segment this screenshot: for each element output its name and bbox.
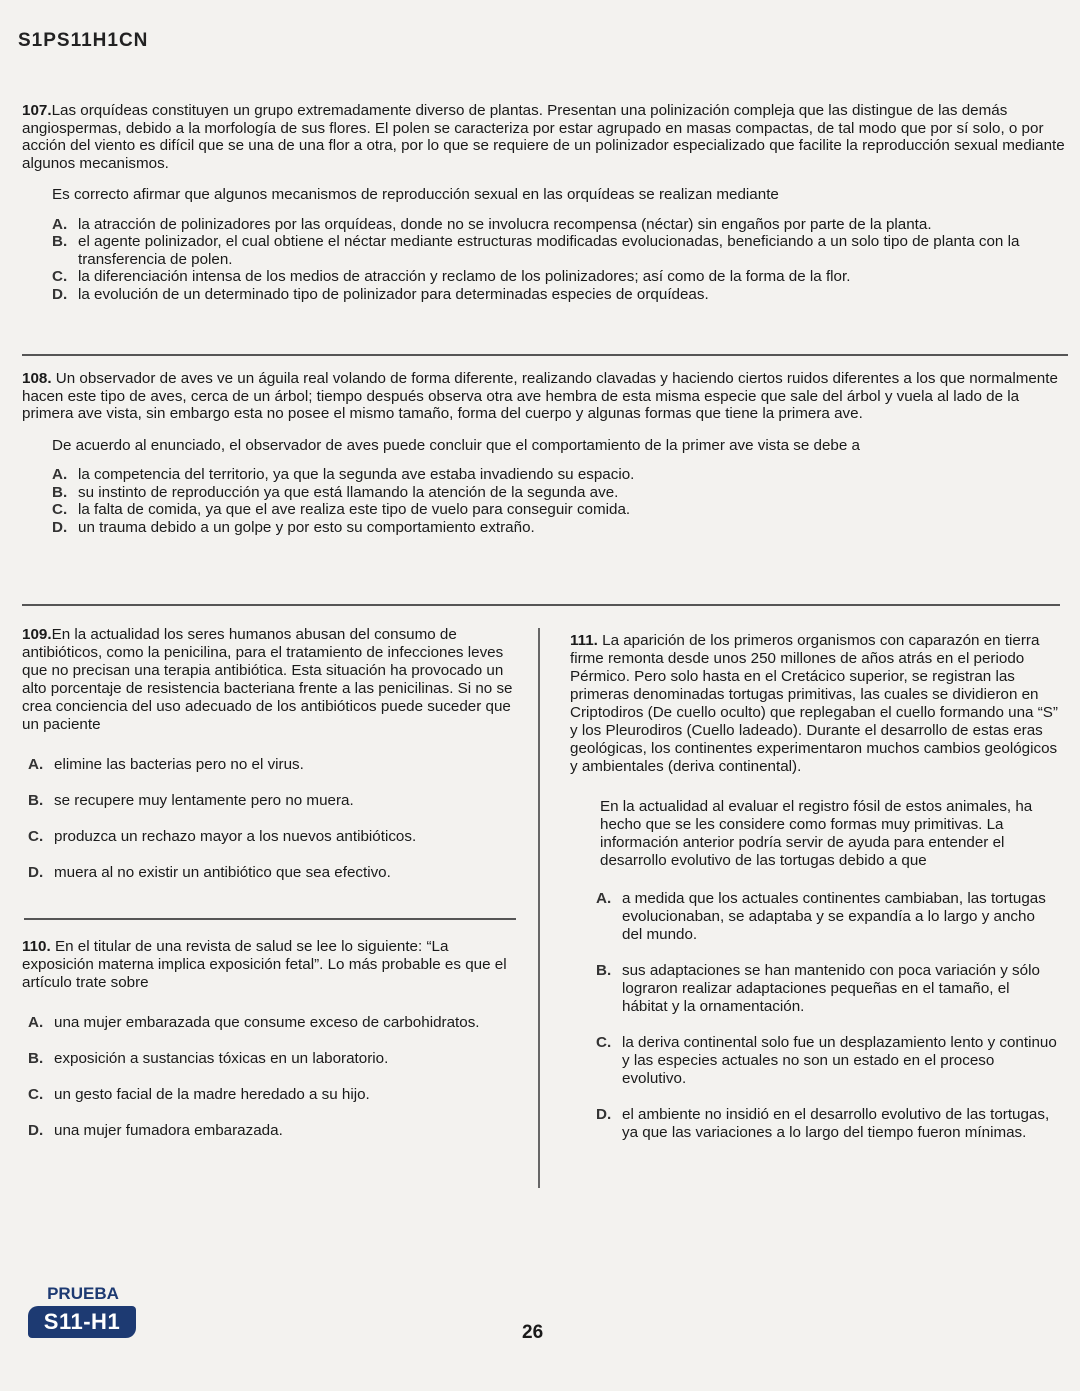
option-c[interactable]: C. la deriva continental solo fue un desplazamiento lento y continuo y las especies actuales no son un estado en el proceso evolutivo. (596, 1034, 1057, 1087)
question-stem: En la actualidad los seres humanos abusan del consumo de antibióticos, como la penicilina, para el tratamiento de infecciones leves que no precisan una terapia antibiótica. Esta situación ha provocado un alto porcentaje de resistencia bacteriana frente a las penicilinas. Si no se crea conciencia del uso adecuado de los antibióticos puede suceder que un paciente (22, 626, 513, 733)
divider (22, 604, 1060, 606)
question-number: 111. (570, 632, 598, 649)
question-stem: Las orquídeas constituyen un grupo extremadamente diverso de plantas. Presentan una polinización compleja que las distingue de las demás angiospermas, debido a la morfología de sus flores. El polen se caracteriza por estar agrupado en masas compactas, de tal modo que por sí solo, o por acción del viento es difícil que se una de una flor a otra, por lo que se requiere de un polinizador especializado que facilite la reproducción sexual mediante algunos mecanismos. (22, 102, 1065, 172)
option-d[interactable]: D. una mujer fumadora embarazada. (28, 1122, 283, 1139)
question-stem: Un observador de aves ve un águila real volando de forma diferente, realizando clavadas y haciendo ciertos ruidos diferentes a los que normalmente hacen este tipo de aves, cerca de un árbol; tiempo después observa otra ave hembra de esta misma especie que sale del árbol y vuela al lado de la primera ave vista, sin embargo esta no posee el mismo tamaño, forma del cuerpo y algunas formas que tiene la primera ave. (22, 370, 1058, 422)
option-a[interactable]: A. elimine las bacterias pero no el virus. (28, 756, 304, 773)
option-d[interactable]: D. el ambiente no insidió en el desarrollo evolutivo de las tortugas, ya que las variaciones a lo largo del tiempo fueron mínimas. (596, 1106, 1050, 1141)
question-number: 109. (22, 626, 52, 643)
question-number: 107. (22, 102, 52, 119)
question-prompt: De acuerdo al enunciado, el observador de aves puede concluir que el comportamiento de la primer ave vista se debe a (52, 436, 860, 454)
question-107 (22, 102, 1070, 303)
brand-label: PRUEBA (47, 1284, 119, 1303)
option-b[interactable]: B. el agente polinizador, el cual obtiene el néctar mediante estructuras modificadas evolucionadas, beneficiando a un solo tipo de planta con la transferencia de polen. (52, 233, 1020, 268)
divider (24, 918, 516, 920)
option-c[interactable]: C. la falta de comida, ya que el ave realiza este tipo de vuelo para conseguir comida. (52, 501, 631, 518)
option-b[interactable]: B. sus adaptaciones se han mantenido con poca variación y sólo lograron realizar adaptaciones pequeñas en el tamaño, el hábitat y la ornamentación. (596, 962, 1040, 1015)
question-stem: La aparición de los primeros organismos con caparazón en tierra firme remonta desde unos 250 millones de años atrás en el periodo Pérmico. Pero solo hasta en el Cretácico superior, se registran las primeras denominadas tortugas primitivas, las cuales se dividieron en Criptodiros (De cuello oculto) que replegaban el cuello formando una “S” y los Pleurodiros (Cuello ladeado). Durante el desarrollo de estas eras geológicas, los continentes experimentaron muchos cambios geológicos y ambientales (deriva continental). (570, 632, 1058, 775)
option-d[interactable]: D. un trauma debido a un golpe y por esto su comportamiento extraño. (52, 518, 535, 536)
option-a[interactable]: A. la atracción de polinizadores por las orquídeas, donde no se involucra recompensa (néctar) sin engaños por parte de la planta. (52, 215, 932, 233)
question-prompt: Es correcto afirmar que algunos mecanismos de reproducción sexual en las orquídeas se realizan mediante (52, 186, 779, 203)
document-code: S1PS11H1CN (18, 30, 149, 51)
option-c[interactable]: C. produzca un rechazo mayor a los nuevos antibióticos. (28, 828, 417, 845)
option-c[interactable]: C. un gesto facial de la madre heredado a su hijo. (28, 1086, 370, 1103)
option-a[interactable]: A. una mujer embarazada que consume exceso de carbohidratos. (28, 1014, 480, 1031)
brand-code-badge: S11-H1 (28, 1306, 136, 1338)
page-number: 26 (522, 1322, 544, 1343)
question-110 (22, 938, 516, 1158)
question-111 (570, 632, 1058, 1160)
question-prompt: En la actualidad al evaluar el registro fósil de estos animales, ha hecho que se les considere como formas muy primitivas. La información anterior podría servir de ayuda para entender el desarrollo evolutivo de las tortugas debido a que (600, 798, 1033, 869)
option-a[interactable]: A. la competencia del territorio, ya que la segunda ave estaba invadiendo su espacio. (52, 466, 635, 483)
question-number: 110. (22, 938, 51, 955)
option-b[interactable]: B. exposición a sustancias tóxicas en un laboratorio. (28, 1050, 389, 1067)
question-108 (22, 370, 1070, 536)
column-divider (538, 628, 540, 1188)
option-c[interactable]: C. la diferenciación intensa de los medios de atracción y reclamo de los polinizadores; así como de la forma de la flor. (52, 268, 851, 285)
option-d[interactable]: D. muera al no existir un antibiótico que sea efectivo. (28, 864, 391, 881)
option-b[interactable]: B. se recupere muy lentamente pero no muera. (28, 792, 354, 809)
question-stem: En el titular de una revista de salud se lee lo siguiente: “La exposición materna implica exposición fetal”. Lo más probable es que el artículo trate sobre (22, 938, 507, 991)
option-d[interactable]: D. la evolución de un determinado tipo de polinizador para determinadas especies de orquídeas. (52, 285, 709, 303)
question-number: 108. (22, 370, 52, 387)
question-109 (22, 626, 516, 900)
brand-logo (28, 1284, 138, 1338)
divider (22, 354, 1068, 356)
option-b[interactable]: B. su instinto de reproducción ya que está llamando la atención de la segunda ave. (52, 483, 619, 501)
option-a[interactable]: A. a medida que los actuales continentes cambiaban, las tortugas evolucionaban, se adaptaba y se expandía a lo largo y ancho del mundo. (596, 890, 1046, 943)
